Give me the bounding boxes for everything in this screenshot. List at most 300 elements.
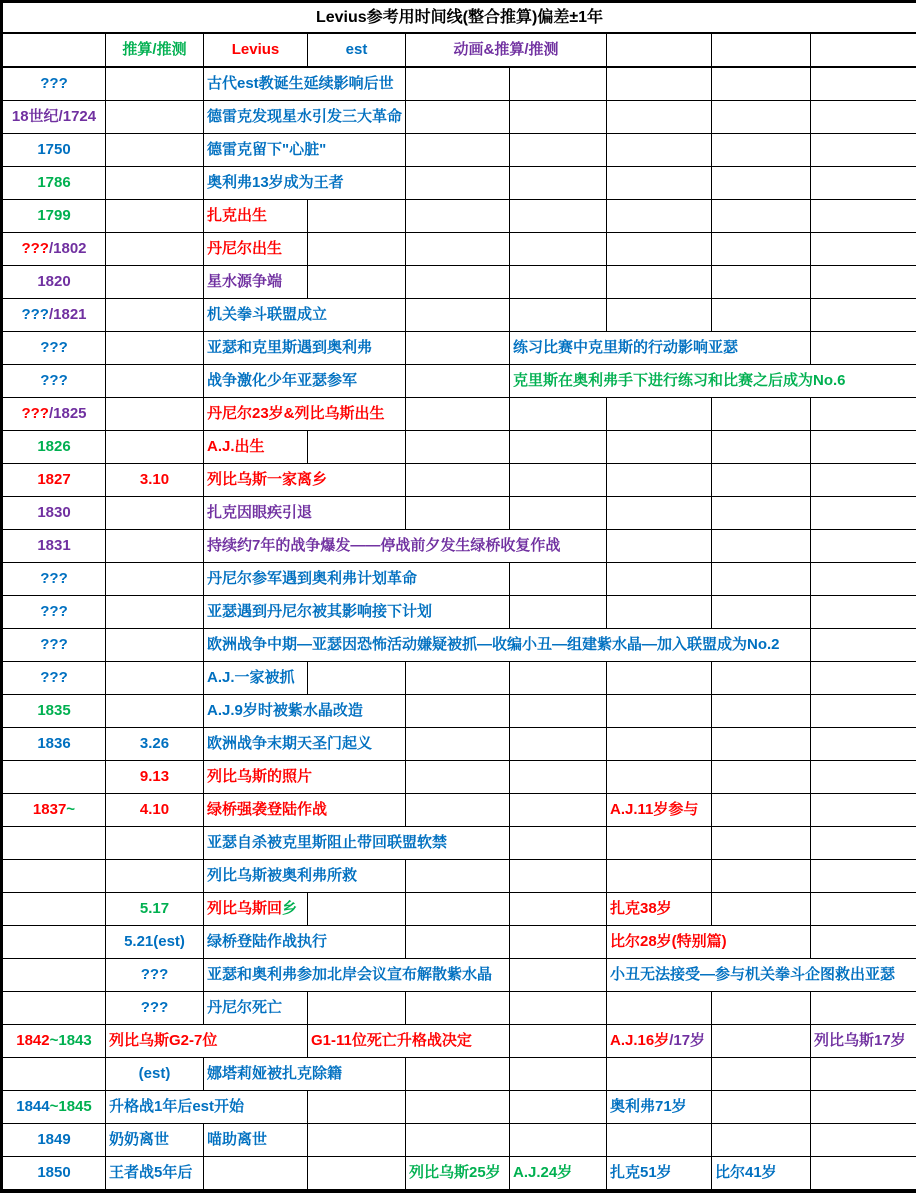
empty-cell[interactable] <box>406 992 510 1025</box>
timeline-cell[interactable] <box>204 464 406 497</box>
timeline-cell[interactable] <box>204 530 607 563</box>
empty-cell[interactable] <box>106 629 204 662</box>
timeline-cell[interactable] <box>2 464 106 497</box>
empty-cell[interactable] <box>607 662 712 695</box>
timeline-cell[interactable] <box>204 398 406 431</box>
data-row <box>2 992 916 1025</box>
timeline-cell[interactable] <box>106 761 204 794</box>
header-cell[interactable] <box>406 33 607 67</box>
empty-cell[interactable] <box>607 728 712 761</box>
empty-cell[interactable] <box>811 992 916 1025</box>
empty-cell[interactable] <box>712 266 811 299</box>
empty-cell[interactable] <box>406 167 510 200</box>
timeline-cell[interactable] <box>2 596 106 629</box>
timeline-cell[interactable] <box>204 233 308 266</box>
empty-cell[interactable] <box>106 332 204 365</box>
empty-cell[interactable] <box>308 662 406 695</box>
timeline-cell[interactable] <box>204 332 406 365</box>
empty-cell[interactable] <box>811 101 916 134</box>
timeline-cell[interactable] <box>204 761 406 794</box>
empty-cell[interactable] <box>607 167 712 200</box>
empty-cell[interactable] <box>308 893 406 926</box>
cell-text-segment: 德雷克发现星水引发三大革命 <box>207 108 402 125</box>
empty-cell[interactable] <box>510 266 607 299</box>
cell-text-segment: 1844 <box>16 1098 49 1115</box>
empty-cell[interactable] <box>2 926 106 959</box>
timeline-cell[interactable] <box>106 992 204 1025</box>
empty-cell[interactable] <box>510 299 607 332</box>
data-row <box>2 1091 916 1124</box>
empty-cell[interactable] <box>406 332 510 365</box>
empty-cell[interactable] <box>510 1091 607 1124</box>
timeline-cell[interactable] <box>510 1157 607 1192</box>
empty-cell[interactable] <box>607 563 712 596</box>
empty-cell[interactable] <box>712 1025 811 1058</box>
empty-cell[interactable] <box>308 992 406 1025</box>
empty-cell[interactable] <box>2 827 106 860</box>
empty-cell[interactable] <box>811 794 916 827</box>
empty-cell[interactable] <box>510 167 607 200</box>
empty-cell[interactable] <box>811 332 916 365</box>
empty-cell[interactable] <box>406 1058 510 1091</box>
empty-cell[interactable] <box>607 398 712 431</box>
timeline-cell[interactable] <box>2 662 106 695</box>
cell-text-segment: 喵助离世 <box>207 1131 267 1148</box>
empty-cell[interactable] <box>712 497 811 530</box>
timeline-cell[interactable] <box>204 893 308 926</box>
empty-cell[interactable] <box>308 1157 406 1192</box>
empty-cell[interactable] <box>406 67 510 101</box>
timeline-cell[interactable] <box>204 497 406 530</box>
timeline-cell[interactable] <box>607 926 811 959</box>
empty-cell[interactable] <box>406 266 510 299</box>
empty-cell[interactable] <box>510 926 607 959</box>
data-row <box>2 662 916 695</box>
empty-cell[interactable] <box>811 431 916 464</box>
timeline-cell[interactable] <box>2 167 106 200</box>
empty-cell[interactable] <box>712 695 811 728</box>
empty-cell[interactable] <box>811 695 916 728</box>
empty-cell[interactable] <box>811 167 916 200</box>
empty-cell[interactable] <box>510 959 607 992</box>
empty-cell[interactable] <box>2 761 106 794</box>
empty-cell[interactable] <box>712 1124 811 1157</box>
empty-cell[interactable] <box>607 464 712 497</box>
timeline-cell[interactable] <box>106 1124 204 1157</box>
empty-cell[interactable] <box>712 728 811 761</box>
cell-text-segment: 推算/推测 <box>122 41 186 58</box>
timeline-cell[interactable] <box>106 893 204 926</box>
empty-cell[interactable] <box>811 1157 916 1192</box>
empty-cell[interactable] <box>712 33 811 67</box>
data-row <box>2 497 916 530</box>
empty-cell[interactable] <box>308 200 406 233</box>
empty-cell[interactable] <box>106 530 204 563</box>
empty-cell[interactable] <box>811 530 916 563</box>
empty-cell[interactable] <box>510 860 607 893</box>
empty-cell[interactable] <box>406 662 510 695</box>
timeline-cell[interactable] <box>106 1058 204 1091</box>
empty-cell[interactable] <box>607 530 712 563</box>
empty-cell[interactable] <box>607 200 712 233</box>
empty-cell[interactable] <box>510 1025 607 1058</box>
empty-cell[interactable] <box>510 497 607 530</box>
empty-cell[interactable] <box>406 1124 510 1157</box>
timeline-cell[interactable] <box>406 1157 510 1192</box>
empty-cell[interactable] <box>406 497 510 530</box>
empty-cell[interactable] <box>406 893 510 926</box>
empty-cell[interactable] <box>106 827 204 860</box>
empty-cell[interactable] <box>106 398 204 431</box>
empty-cell[interactable] <box>510 794 607 827</box>
timeline-cell[interactable] <box>308 1025 510 1058</box>
timeline-cell[interactable] <box>106 959 204 992</box>
empty-cell[interactable] <box>607 827 712 860</box>
empty-cell[interactable] <box>106 860 204 893</box>
empty-cell[interactable] <box>811 860 916 893</box>
page-title[interactable]: Levius参考用时间线(整合推算)偏差±1年 <box>2 2 916 34</box>
empty-cell[interactable] <box>712 596 811 629</box>
empty-cell[interactable] <box>811 1091 916 1124</box>
empty-cell[interactable] <box>811 233 916 266</box>
empty-cell[interactable] <box>712 563 811 596</box>
timeline-cell[interactable] <box>204 629 811 662</box>
empty-cell[interactable] <box>510 431 607 464</box>
cell-text-segment: 1799 <box>37 207 70 224</box>
timeline-cell[interactable] <box>204 794 406 827</box>
empty-cell[interactable] <box>712 992 811 1025</box>
empty-cell[interactable] <box>607 101 712 134</box>
cell-text-segment: 列比乌斯25岁 <box>409 1164 501 1181</box>
empty-cell[interactable] <box>106 167 204 200</box>
empty-cell[interactable] <box>811 728 916 761</box>
cell-text-segment: /1821 <box>49 306 87 323</box>
empty-cell[interactable] <box>308 233 406 266</box>
cell-text-segment: 5.17 <box>140 900 169 917</box>
empty-cell[interactable] <box>811 299 916 332</box>
timeline-cell[interactable] <box>2 1157 106 1192</box>
empty-cell[interactable] <box>712 101 811 134</box>
empty-cell[interactable] <box>106 299 204 332</box>
timeline-cell[interactable] <box>204 167 406 200</box>
timeline-cell[interactable] <box>2 365 106 398</box>
timeline-cell[interactable] <box>204 365 406 398</box>
timeline-cell[interactable] <box>106 464 204 497</box>
empty-cell[interactable] <box>510 67 607 101</box>
empty-cell[interactable] <box>510 563 607 596</box>
empty-cell[interactable] <box>712 530 811 563</box>
empty-cell[interactable] <box>712 134 811 167</box>
timeline-cell[interactable] <box>2 134 106 167</box>
empty-cell[interactable] <box>2 1058 106 1091</box>
timeline-cell[interactable] <box>2 101 106 134</box>
timeline-cell[interactable] <box>2 530 106 563</box>
data-row <box>2 233 916 266</box>
empty-cell[interactable] <box>607 992 712 1025</box>
timeline-cell[interactable] <box>204 860 406 893</box>
timeline-cell[interactable] <box>204 695 406 728</box>
timeline-cell[interactable] <box>204 563 510 596</box>
empty-cell[interactable] <box>811 398 916 431</box>
empty-cell[interactable] <box>106 67 204 101</box>
data-row <box>2 728 916 761</box>
empty-cell[interactable] <box>510 101 607 134</box>
timeline-cell[interactable] <box>2 299 106 332</box>
empty-cell[interactable] <box>510 200 607 233</box>
timeline-cell[interactable] <box>2 1124 106 1157</box>
data-row <box>2 1058 916 1091</box>
data-row <box>2 299 916 332</box>
empty-cell[interactable] <box>712 233 811 266</box>
timeline-cell[interactable] <box>2 266 106 299</box>
empty-cell[interactable] <box>406 1091 510 1124</box>
empty-cell[interactable] <box>712 1058 811 1091</box>
cell-text-segment: 1837 <box>33 801 66 818</box>
timeline-cell[interactable] <box>2 398 106 431</box>
empty-cell[interactable] <box>607 596 712 629</box>
data-row <box>2 67 916 101</box>
cell-text-segment: 9.13 <box>140 768 169 785</box>
empty-cell[interactable] <box>607 33 712 67</box>
empty-cell[interactable] <box>811 893 916 926</box>
empty-cell[interactable] <box>308 431 406 464</box>
empty-cell[interactable] <box>510 827 607 860</box>
timeline-cell[interactable] <box>2 497 106 530</box>
cell-text-segment: 持续约7年的战争爆发——停战前夕发生绿桥收复作战 <box>207 537 560 554</box>
timeline-cell[interactable] <box>2 431 106 464</box>
timeline-cell[interactable] <box>106 1157 204 1192</box>
empty-cell[interactable] <box>607 431 712 464</box>
empty-cell[interactable] <box>406 200 510 233</box>
timeline-cell[interactable] <box>2 695 106 728</box>
empty-cell[interactable] <box>510 233 607 266</box>
cell-text-segment: 5.21(est) <box>124 933 185 950</box>
empty-cell[interactable] <box>811 1058 916 1091</box>
timeline-cell[interactable] <box>510 332 811 365</box>
empty-cell[interactable] <box>811 563 916 596</box>
data-row <box>2 1124 916 1157</box>
empty-cell[interactable] <box>106 365 204 398</box>
empty-cell[interactable] <box>811 134 916 167</box>
timeline-cell[interactable] <box>204 728 406 761</box>
empty-cell[interactable] <box>106 497 204 530</box>
empty-cell[interactable] <box>510 596 607 629</box>
cell-text-segment: 升格战1年后est开始 <box>109 1098 244 1115</box>
timeline-cell[interactable] <box>712 1157 811 1192</box>
empty-cell[interactable] <box>607 266 712 299</box>
timeline-cell[interactable] <box>510 365 916 398</box>
timeline-cell[interactable] <box>2 794 106 827</box>
empty-cell[interactable] <box>712 167 811 200</box>
empty-cell[interactable] <box>406 728 510 761</box>
timeline-cell[interactable] <box>204 662 308 695</box>
empty-cell[interactable] <box>308 266 406 299</box>
timeline-cell[interactable] <box>106 1025 308 1058</box>
empty-cell[interactable] <box>406 761 510 794</box>
empty-cell[interactable] <box>406 299 510 332</box>
timeline-cell[interactable] <box>2 629 106 662</box>
empty-cell[interactable] <box>607 67 712 101</box>
empty-cell[interactable] <box>607 761 712 794</box>
empty-cell[interactable] <box>607 695 712 728</box>
empty-cell[interactable] <box>406 794 510 827</box>
empty-cell[interactable] <box>712 893 811 926</box>
empty-cell[interactable] <box>607 134 712 167</box>
timeline-cell[interactable] <box>204 992 308 1025</box>
empty-cell[interactable] <box>106 431 204 464</box>
empty-cell[interactable] <box>811 464 916 497</box>
timeline-cell[interactable] <box>2 1091 106 1124</box>
empty-cell[interactable] <box>811 827 916 860</box>
empty-cell[interactable] <box>811 1124 916 1157</box>
empty-cell[interactable] <box>712 464 811 497</box>
empty-cell[interactable] <box>811 67 916 101</box>
empty-cell[interactable] <box>106 101 204 134</box>
timeline-cell[interactable] <box>2 1025 106 1058</box>
empty-cell[interactable] <box>712 67 811 101</box>
empty-cell[interactable] <box>607 497 712 530</box>
header-cell[interactable] <box>106 33 204 67</box>
empty-cell[interactable] <box>106 233 204 266</box>
empty-cell[interactable] <box>712 1091 811 1124</box>
timeline-cell[interactable] <box>204 596 510 629</box>
empty-cell[interactable] <box>510 992 607 1025</box>
empty-cell[interactable] <box>811 33 916 67</box>
empty-cell[interactable] <box>712 761 811 794</box>
timeline-cell[interactable] <box>607 1025 712 1058</box>
cell-text-segment: 1750 <box>37 141 70 158</box>
empty-cell[interactable] <box>406 398 510 431</box>
empty-cell[interactable] <box>510 695 607 728</box>
empty-cell[interactable] <box>712 431 811 464</box>
empty-cell[interactable] <box>811 761 916 794</box>
empty-cell[interactable] <box>308 1124 406 1157</box>
empty-cell[interactable] <box>510 893 607 926</box>
timeline-cell[interactable] <box>204 827 510 860</box>
empty-cell[interactable] <box>406 695 510 728</box>
empty-cell[interactable] <box>106 695 204 728</box>
timeline-cell[interactable] <box>204 101 406 134</box>
empty-cell[interactable] <box>811 596 916 629</box>
timeline-cell[interactable] <box>204 1124 308 1157</box>
cell-text-segment: 亚瑟自杀被克里斯阻止带回联盟软禁 <box>207 834 447 851</box>
timeline-cell[interactable] <box>607 893 712 926</box>
empty-cell[interactable] <box>510 398 607 431</box>
header-cell[interactable] <box>308 33 406 67</box>
empty-cell[interactable] <box>308 1091 406 1124</box>
timeline-cell[interactable] <box>204 299 406 332</box>
empty-cell[interactable] <box>106 563 204 596</box>
timeline-cell[interactable] <box>106 1091 308 1124</box>
empty-cell[interactable] <box>811 662 916 695</box>
empty-cell[interactable] <box>406 365 510 398</box>
cell-text-segment: ??? <box>21 240 49 257</box>
timeline-cell[interactable] <box>106 794 204 827</box>
timeline-cell[interactable] <box>2 67 106 101</box>
empty-cell[interactable] <box>811 200 916 233</box>
empty-cell[interactable] <box>510 662 607 695</box>
empty-cell[interactable] <box>712 200 811 233</box>
empty-cell[interactable] <box>406 464 510 497</box>
empty-cell[interactable] <box>712 299 811 332</box>
timeline-cell[interactable] <box>204 926 406 959</box>
empty-cell[interactable] <box>607 1124 712 1157</box>
header-cell[interactable] <box>204 33 308 67</box>
empty-cell[interactable] <box>106 134 204 167</box>
empty-cell[interactable] <box>406 134 510 167</box>
timeline-cell[interactable] <box>607 1091 712 1124</box>
empty-cell[interactable] <box>510 464 607 497</box>
empty-cell[interactable] <box>2 893 106 926</box>
empty-cell[interactable] <box>607 860 712 893</box>
timeline-cell[interactable] <box>607 794 712 827</box>
timeline-cell[interactable] <box>204 67 406 101</box>
timeline-cell[interactable] <box>204 266 308 299</box>
empty-cell[interactable] <box>106 662 204 695</box>
empty-cell[interactable] <box>607 1058 712 1091</box>
empty-cell[interactable] <box>811 497 916 530</box>
timeline-cell[interactable] <box>2 728 106 761</box>
empty-cell[interactable] <box>406 101 510 134</box>
empty-cell[interactable] <box>712 398 811 431</box>
timeline-cell[interactable] <box>106 728 204 761</box>
timeline-cell[interactable] <box>811 1025 916 1058</box>
data-row <box>2 563 916 596</box>
empty-cell[interactable] <box>712 860 811 893</box>
empty-cell[interactable] <box>2 959 106 992</box>
timeline-cell[interactable] <box>106 926 204 959</box>
empty-cell[interactable] <box>106 200 204 233</box>
timeline-cell[interactable] <box>204 1058 406 1091</box>
empty-cell[interactable] <box>811 926 916 959</box>
empty-cell[interactable] <box>2 992 106 1025</box>
empty-cell[interactable] <box>510 1058 607 1091</box>
empty-cell[interactable] <box>510 1124 607 1157</box>
empty-cell[interactable] <box>607 233 712 266</box>
empty-cell[interactable] <box>406 926 510 959</box>
empty-cell[interactable] <box>406 233 510 266</box>
empty-cell[interactable] <box>510 761 607 794</box>
timeline-cell[interactable] <box>204 200 308 233</box>
empty-cell[interactable] <box>607 299 712 332</box>
timeline-cell[interactable] <box>607 959 916 992</box>
empty-cell[interactable] <box>2 860 106 893</box>
empty-cell[interactable] <box>204 1157 308 1192</box>
cell-text-segment: 扎克因眼疾引退 <box>207 504 312 521</box>
data-row <box>2 596 916 629</box>
timeline-cell[interactable] <box>2 332 106 365</box>
empty-cell[interactable] <box>712 827 811 860</box>
timeline-cell[interactable] <box>2 563 106 596</box>
timeline-cell[interactable] <box>2 200 106 233</box>
timeline-cell[interactable] <box>2 233 106 266</box>
empty-cell[interactable] <box>106 266 204 299</box>
empty-cell[interactable] <box>406 860 510 893</box>
empty-cell[interactable] <box>406 431 510 464</box>
empty-cell[interactable] <box>510 134 607 167</box>
empty-cell[interactable] <box>811 266 916 299</box>
empty-cell[interactable] <box>106 596 204 629</box>
empty-cell[interactable] <box>2 33 106 67</box>
empty-cell[interactable] <box>510 728 607 761</box>
empty-cell[interactable] <box>811 629 916 662</box>
timeline-cell[interactable] <box>607 1157 712 1192</box>
empty-cell[interactable] <box>712 662 811 695</box>
timeline-cell[interactable] <box>204 959 510 992</box>
timeline-cell[interactable] <box>204 134 406 167</box>
timeline-cell[interactable] <box>204 431 308 464</box>
empty-cell[interactable] <box>712 794 811 827</box>
